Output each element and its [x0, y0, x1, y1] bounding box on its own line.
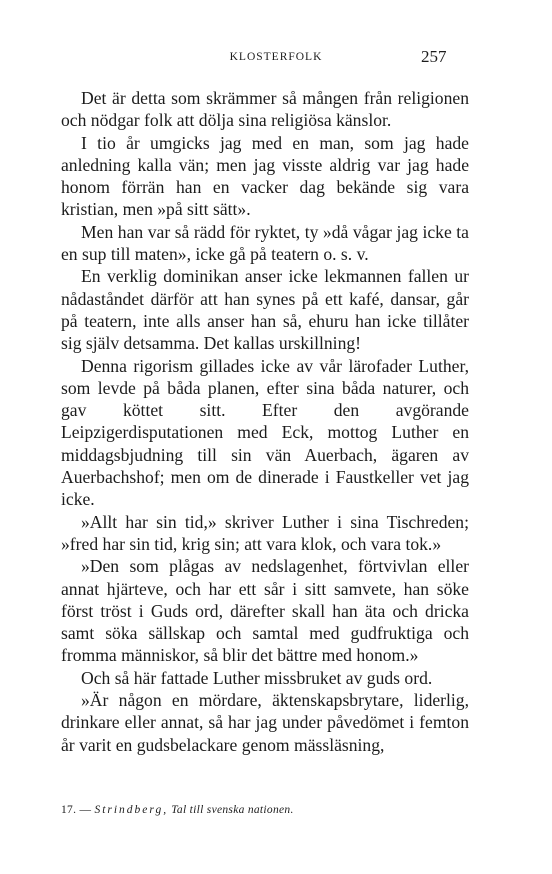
paragraph: En verklig dominikan anser icke lekmannen fallen ur nådaståndet därför att han synes på ett kafé, dansar, går på teatern, inte alls anser han så, ehuru han icke tillåter sig själv detsamma. Det kallas urskillning! [61, 266, 469, 354]
paragraph: Och så här fattade Luther missbruket av guds ord. [81, 667, 433, 688]
signature-line [61, 804, 294, 816]
paragraph: »Allt har sin tid,» skriver Luther i sina Tischreden; »fred har sin tid, krig sin; att vara klok, och vara tok.» [61, 511, 469, 554]
running-head: KLOSTERFOLK [229, 51, 323, 63]
paragraph: »Den som plågas av nedslagenhet, förtvivlan eller annat hjärteve, och har ett sår i sitt samvete, han söke först tröst i Guds ord, därefter skall han äta och dricka samt söka sällskap och samtal med gudfruktiga och fromma människor, så blir det bättre med honom.» [61, 556, 469, 666]
paragraph: I tio år umgicks jag med en man, som jag hade anledning kalla vän; men jag visste aldrig var jag hade honom förrän han en vacker dag bekände sig vara kristian, men »på sitt sätt». [61, 132, 469, 220]
paragraph: »Är någon en mördare, äktenskapsbrytare, liderlig, drinkare eller annat, så har jag under påvedömet i femton år varit en gudsbelackare genom mässläsning, [61, 690, 469, 755]
paragraph: Denna rigorism gillades icke av vår lärofader Luther, som levde på båda planen, efter sina båda naturer, och gav köttet sitt. Efter den avgörande Leipzigerdisputationen med Eck, mottog Luther en middagsbjudning till sin vän Auerbach, ägaren av Auerbachshof; men om de dinerade i Faustkeller vet jag icke. [61, 355, 469, 510]
signature-mark: 17. — [61, 804, 92, 816]
footer-work-title: Tal till svenska nationen. [171, 804, 294, 816]
body-text [61, 87, 469, 756]
page-number: 257 [421, 47, 447, 66]
footer-author: Strindberg, [94, 804, 169, 816]
paragraph: Det är detta som skrämmer så mången från religionen och nödgar folk att dölja sina religiösa känslor. [61, 88, 469, 131]
paragraph: Men han var så rädd för ryktet, ty »då vågar jag icke ta en sup till maten», icke gå på teatern o. s. v. [61, 221, 469, 265]
